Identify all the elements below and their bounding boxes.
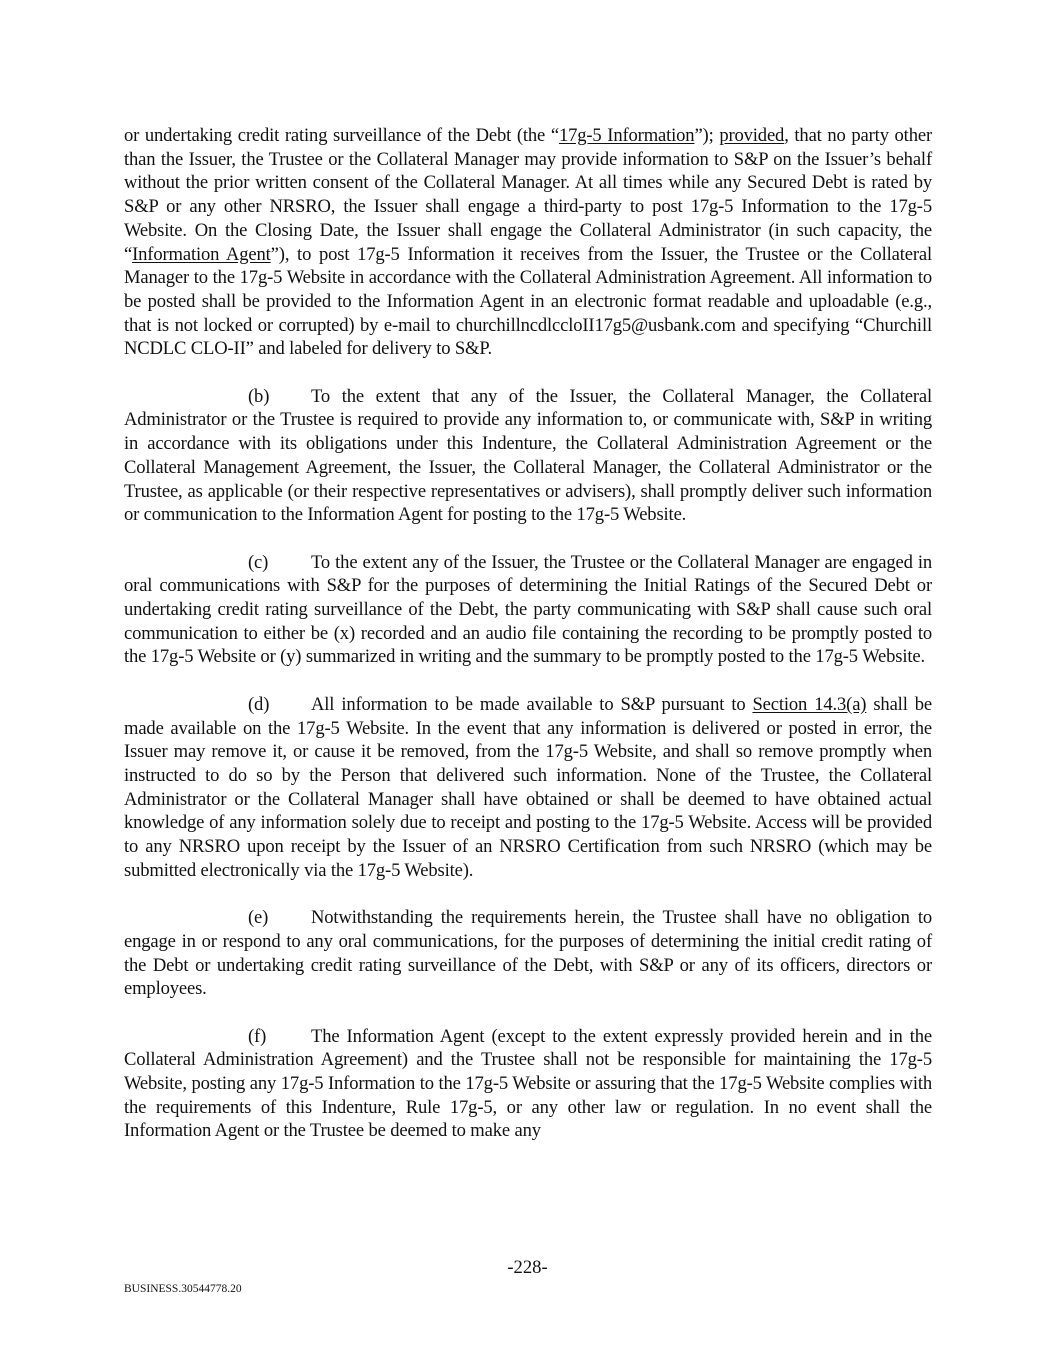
defined-term-information-agent: Information Agent [132, 243, 271, 265]
paragraph-b [124, 385, 932, 527]
text-segment: To the extent any of the Issuer, the Trustee or the Collateral Manager are engaged in oral communications with S&P for the purposes of determining the Initial Ratings of the Secured Debt or undertaking credit rating surveillance of the Debt, the party communicating with S&P shall cause such oral communication to either be (x) recorded and an audio file containing the recording to be promptly posted to the 17g-5 Website or (y) summarized in writing and the summary to be promptly posted to the 17g-5 Website. [124, 551, 932, 668]
text-segment: ”), to post 17g-5 Information it receives from the Issuer, the Trustee or the Collateral Manager to the 17g-5 Website in accordance with the Collateral Administration Agreement. All information to be posted shall be provided to the Information Agent in an electronic format readable and uploadable (e.g., that is not locked or corrupted) by e-mail to churchillncdlccloII17g5@usbank.com and specifying “Churchill NCDLC CLO-II” and labeled for delivery to S&P. [124, 243, 932, 360]
document-id-footer: BUSINESS.30544778.20 [124, 1283, 242, 1295]
text-segment: or undertaking credit rating surveillance of the Debt (the “ [124, 125, 559, 146]
paragraph-f [124, 1025, 932, 1144]
text-segment: All information to be made available to S&P pursuant to [311, 693, 753, 715]
text-segment: ”); [694, 125, 720, 146]
text-segment: To the extent that any of the Issuer, the Collateral Manager, the Collateral Administrator or the Trustee is required to provide any information to, or communicate with, S&P in writing in accordance with its obligations under this Indenture, the Collateral Administration Agreement or the Collateral Management Agreement, the Issuer, the Collateral Manager, the Collateral Administrator or the Trustee, as applicable (or their respective representatives or advisers), shall promptly deliver such information or communication to the Information Agent for posting to the 17g-5 Website. [124, 385, 932, 526]
defined-term-provided: provided [719, 125, 785, 146]
defined-term-17g5-information: 17g-5 Information [558, 125, 695, 146]
text-segment: , that no party other than the Issuer, the Trustee or the Collateral Manager may provide information to S&P on the Issuer’s behalf without the prior written consent of the Collateral Manager. At all times while any Secured Debt is rated by S&P or any other NRSRO, the Issuer shall engage a third-party to post 17g-5 Information to the 17g-5 Website. On the Closing Date, the Issuer shall engage the Collateral Administrator (in such capacity, the “ [124, 125, 932, 265]
paragraph-d [124, 693, 932, 883]
paragraph-label-f: (f) [248, 1025, 267, 1047]
paragraph-label-c: (c) [248, 551, 269, 573]
paragraph-e [124, 906, 932, 1001]
text-segment: Notwithstanding the requirements herein, the Trustee shall have no obligation to engage in or respond to any oral communications, for the purposes of determining the initial credit rating of the Debt or undertaking credit rating surveillance of the Debt, with S&P or any of its officers, directors or employees. [124, 907, 932, 1000]
paragraph-label-e: (e) [248, 907, 269, 929]
page-number: -228- [507, 1257, 548, 1278]
paragraph-label-d: (d) [248, 693, 270, 715]
paragraph-continuation [124, 124, 932, 361]
text-segment: shall be made available on the 17g-5 Website. In the event that any information is delivered or posted in error, the Issuer may remove it, or cause it be removed, from the 17g-5 Website, and shall so remove promptly when instructed to do so by the Person that delivered such information. None of the Trustee, the Collateral Administrator or the Collateral Manager shall have obtained or shall be deemed to have obtained actual knowledge of any information solely due to receipt and posting to the 17g-5 Website. Access will be provided to any NRSRO upon receipt by the Issuer of an NRSRO Certification from such NRSRO (which may be submitted electronically via the 17g-5 Website). [124, 693, 932, 881]
text-segment: The Information Agent (except to the extent expressly provided herein and in the Collateral Administration Agreement) and the Trustee shall not be responsible for maintaining the 17g-5 Website, posting any 17g-5 Information to the 17g-5 Website or assuring that the 17g-5 Website complies with the requirements of this Indenture, Rule 17g-5, or any other law or regulation. In no event shall the Information Agent or the Trustee be deemed to make any [124, 1025, 932, 1142]
document-page-body [124, 124, 932, 1167]
paragraph-c [124, 551, 932, 670]
paragraph-label-b: (b) [248, 385, 270, 407]
section-reference-14-3-a: Section 14.3(a) [752, 693, 867, 715]
